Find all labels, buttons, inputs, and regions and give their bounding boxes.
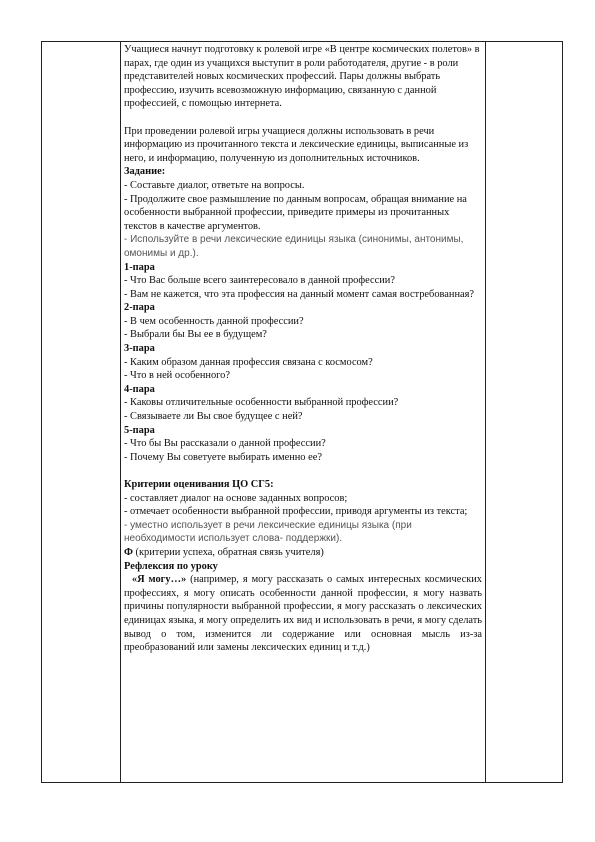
pair-question: - Каковы отличительные особенности выбранной профессии? — [124, 397, 399, 409]
intro-paragraph-2: При проведении ролевой игры учащиеся должны использовать в речи информацию из прочитанного текста и лексические единицы, выписанные из него, и информацию, полученную из дополнительных источников. — [124, 125, 469, 164]
criteria-item: - составляет диалог на основе заданных вопросов; — [124, 492, 348, 504]
pair-1-title: 1-пара — [124, 261, 155, 273]
intro-paragraph-1: Учащиеся начнут подготовку к ролевой игре «В центре космических полетов» в парах, где один из учащихся выступит в роли работодателя, другие - в роли представителей новых космических профессий. Пары должны выбрать профессию, изучить всевозможную информацию, связанную с данной профессией, с помощью интернета. — [124, 44, 480, 110]
pair-question: - Выбрали бы Вы ее в будущем? — [124, 329, 267, 341]
task-item: - Составьте диалог, ответьте на вопросы. — [124, 179, 305, 191]
feedback-text: (критерии успеха, обратная связь учителя) — [132, 546, 324, 558]
pair-question: - Что бы Вы рассказали о данной профессии? — [124, 438, 326, 450]
pair-2-title: 2-пара — [124, 302, 155, 314]
pair-question: - В чем особенность данной профессии? — [124, 315, 304, 327]
pair-question: - Каким образом данная профессия связана с космосом? — [124, 356, 373, 368]
criteria-item: - уместно использует в речи лексические единицы языка (при необходимости использует слова- поддержки). — [124, 519, 412, 545]
pair-question: - Вам не кажется, что эта профессия на данный момент самая востребованная? — [124, 288, 475, 300]
pair-4-title: 4-пара — [124, 383, 155, 395]
reflection-text: (например, я могу рассказать о самых интересных космических профессиях, я могу описать особенности данной профессии, я могу назвать причины популярности выбранной профессии, я могу рассказать о лексических единицах языка, я могу определить их вид и использовать в речи, я могу сделать вывод о том, изменится ли содержание или основная мысль из-за преобразований или замены лексических единиц и т.д.) — [124, 574, 482, 654]
pair-3-title: 3-пара — [124, 343, 155, 355]
column-divider-right — [485, 42, 486, 782]
criteria-heading: Критерии оценивания ЦО СГ5: — [124, 479, 274, 490]
criteria-item: - отмечает особенности выбранной профессии, приводя аргументы из текста; — [124, 506, 468, 518]
task-heading: Задание: — [124, 166, 166, 178]
feedback-letter: Ф — [124, 546, 133, 558]
reflection-lead: «Я могу…» — [131, 574, 187, 586]
feedback-line — [124, 546, 482, 560]
pair-question: - Что Вас больше всего заинтересовало в данной профессии? — [124, 275, 395, 287]
reflection-paragraph — [124, 573, 482, 655]
reflection-heading: Рефлексия по уроку — [124, 560, 218, 572]
pair-question: - Что в ней особенного? — [124, 370, 230, 382]
pair-question: - Почему Вы советуете выбирать именно ее? — [124, 451, 322, 463]
lesson-content-cell — [124, 43, 482, 655]
column-divider-left — [120, 42, 121, 782]
task-item: - Продолжите свое размышление по данным вопросам, обращая внимание на особенности выбранной профессии, приведите примеры из прочитанных текстов в качестве аргументов. — [124, 193, 467, 232]
pair-5-title: 5-пара — [124, 424, 155, 436]
task-item: - Используйте в речи лексические единицы языка (синонимы, антонимы, омонимы и др.). — [124, 234, 464, 259]
pair-question: - Связываете ли Вы свое будущее с ней? — [124, 411, 303, 423]
